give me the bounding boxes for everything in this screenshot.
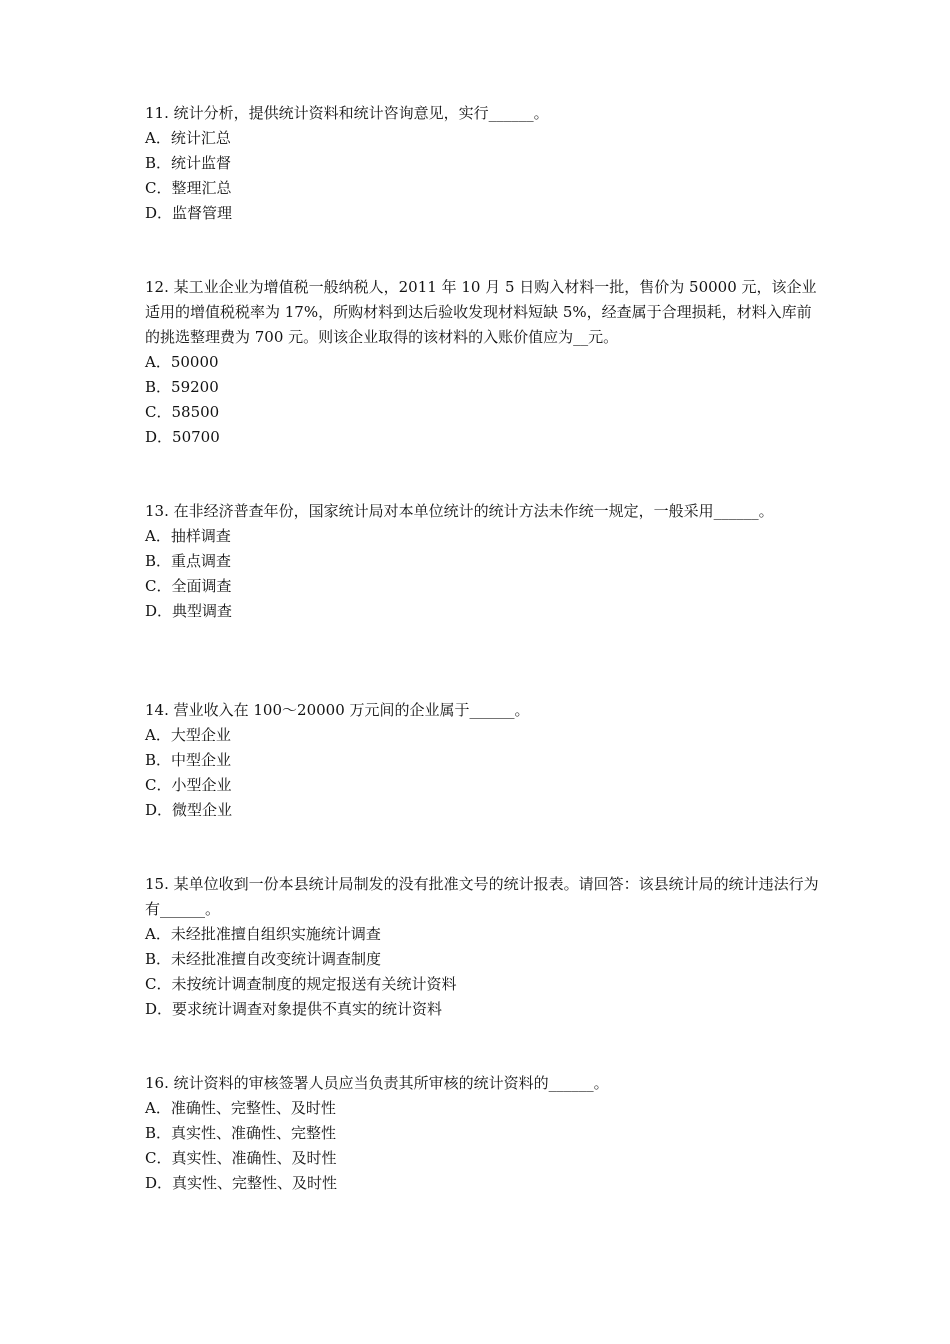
question-text: 16. 统计资料的审核签署人员应当负责其所审核的统计资料的______。 [145, 1074, 609, 1092]
option-c: C．小型企业 [145, 776, 232, 794]
option-b: B．59200 [145, 378, 219, 396]
option-d: D．50700 [145, 428, 220, 446]
option-list [145, 1096, 820, 1196]
option-b: B．未经批准擅自改变统计调查制度 [145, 950, 382, 968]
option-c: C．真实性、准确性、及时性 [145, 1149, 337, 1167]
option-d: D．要求统计调查对象提供不真实的统计资料 [145, 1000, 443, 1018]
question-text: 13. 在非经济普查年份，国家统计局对本单位统计的统计方法未作统一规定，一般采用______。 [145, 502, 774, 520]
question-14 [145, 698, 820, 823]
option-d: D．微型企业 [145, 801, 233, 819]
option-list [145, 524, 820, 624]
question-13 [145, 499, 820, 624]
option-b: B．中型企业 [145, 751, 232, 769]
option-list [145, 922, 820, 1022]
option-c: C．58500 [145, 403, 220, 421]
option-b: B．重点调查 [145, 552, 232, 570]
question-text: 14. 营业收入在 100～20000 万元间的企业属于______。 [145, 701, 530, 719]
question-text: 15. 某单位收到一份本县统计局制发的没有批准文号的统计报表。请回答：该县统计局的统计违法行为有______。 [145, 875, 819, 918]
option-d: D．真实性、完整性、及时性 [145, 1174, 338, 1192]
question-12 [145, 275, 820, 450]
option-b: B．真实性、准确性、完整性 [145, 1124, 337, 1142]
option-list [145, 350, 820, 450]
option-a: A．抽样调查 [145, 527, 231, 545]
option-a: A．统计汇总 [145, 129, 231, 147]
option-c: C．未按统计调查制度的规定报送有关统计资料 [145, 975, 457, 993]
option-d: D．典型调查 [145, 602, 233, 620]
option-c: C．全面调查 [145, 577, 232, 595]
option-d: D．监督管理 [145, 204, 233, 222]
option-b: B．统计监督 [145, 154, 232, 172]
question-16 [145, 1071, 820, 1196]
question-15 [145, 872, 820, 1022]
question-text: 11. 统计分析，提供统计资料和统计咨询意见，实行______。 [145, 104, 549, 122]
option-list [145, 126, 820, 226]
option-c: C．整理汇总 [145, 179, 232, 197]
option-a: A．未经批准擅自组织实施统计调查 [145, 925, 381, 943]
option-a: A．50000 [145, 353, 219, 371]
option-a: A．大型企业 [145, 726, 231, 744]
question-text: 12. 某工业企业为增值税一般纳税人，2011 年 10 月 5 日购入材料一批，售价为 50000 元，该企业适用的增值税税率为 17%，所购材料到达后验收发现材料短缺 5%，经查属于合理损耗，材料入库前的挑选整理费为 700 元。则该企业取得的该材料的入账价值应为__元。 [145, 278, 817, 346]
option-list [145, 723, 820, 823]
question-11 [145, 101, 820, 226]
option-a: A．准确性、完整性、及时性 [145, 1099, 336, 1117]
